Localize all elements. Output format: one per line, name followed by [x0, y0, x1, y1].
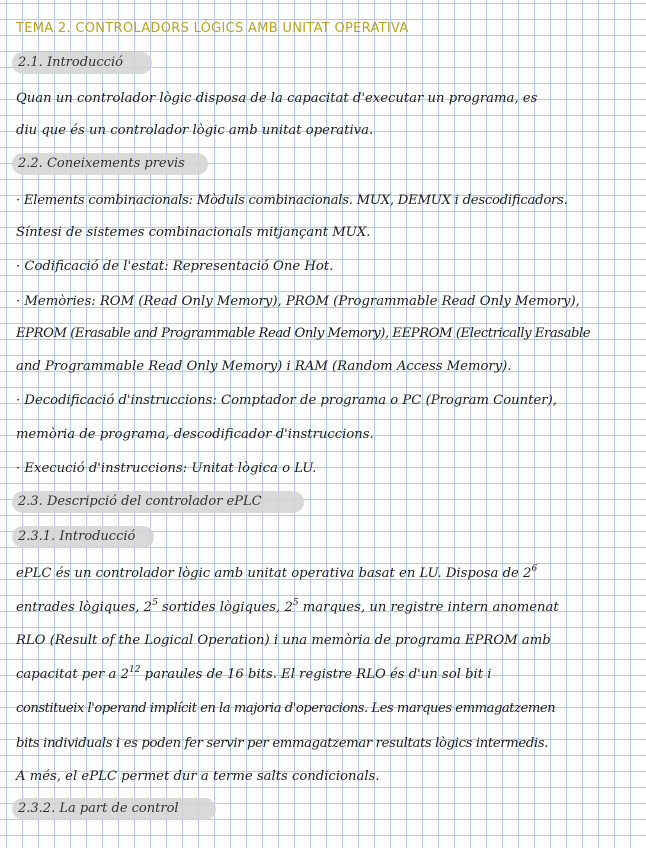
superscript: 6	[531, 564, 538, 574]
page-title: TEMA 2. CONTROLADORS LÒGICS AMB UNITAT OPERATIVA	[16, 21, 409, 36]
text-fragment: paraules de 16 bits. El registre RLO és d'un sol bit i	[140, 667, 492, 682]
superscript: 5	[292, 598, 299, 608]
text-fragment: entrades lògiques, 2	[16, 600, 153, 615]
text-line: Síntesi de sistemes combinacionals mitjançant MUX.	[16, 225, 371, 240]
text-line	[16, 667, 491, 683]
text-line: · Decodificació d'instruccions: Comptador de programa o PC (Program Counter),	[16, 393, 557, 408]
text-line: memòria de programa, descodificador d'instruccions.	[16, 427, 374, 442]
section-heading-2-2: 2.2. Coneixements previs	[18, 156, 185, 171]
text-line: constitueix l'operand implícit en la majoria d'operacions. Les marques emmagatzemen	[16, 701, 556, 716]
section-heading-2-3-1: 2.3.1. Introducció	[18, 529, 136, 544]
section-heading-2-1: 2.1. Introducció	[18, 55, 123, 70]
text-line: · Execució d'instruccions: Unitat lògica o LU.	[16, 461, 317, 476]
text-line	[16, 566, 537, 582]
section-heading-2-3: 2.3. Descripció del controlador ePLC	[18, 494, 262, 509]
text-line: · Elements combinacionals: Mòduls combinacionals. MUX, DEMUX i descodificadors.	[16, 193, 568, 208]
text-line: EPROM (Erasable and Programmable Read Only Memory), EEPROM (Electrically Erasable	[16, 326, 591, 341]
text-line: A més, el ePLC permet dur a terme salts condicionals.	[16, 769, 380, 784]
text-fragment: sortides lògiques, 2	[157, 600, 293, 615]
text-line: bits individuals i es poden fer servir per emmagatzemar resultats lògics intermedis.	[16, 736, 549, 751]
superscript: 12	[129, 665, 141, 675]
text-line	[16, 600, 559, 616]
text-line: RLO (Result of the Logical Operation) i una memòria de programa EPROM amb	[16, 633, 551, 648]
text-line: diu que és un controlador lògic amb unitat operativa.	[16, 123, 374, 138]
text-fragment: capacitat per a 2	[16, 667, 129, 682]
superscript: 5	[152, 598, 158, 608]
text-line: Quan un controlador lògic disposa de la capacitat d'executar un programa, es	[16, 91, 538, 106]
text-line: and Programmable Read Only Memory) i RAM (Random Access Memory).	[16, 359, 512, 374]
text-line: · Memòries: ROM (Read Only Memory), PROM (Programmable Read Only Memory),	[16, 294, 580, 309]
section-heading-2-3-2: 2.3.2. La part de control	[18, 801, 179, 816]
text-fragment: ePLC és un controlador lògic amb unitat operativa basat en LU. Disposa de 2	[16, 566, 532, 581]
text-line: · Codificació de l'estat: Representació One Hot.	[16, 259, 334, 274]
text-fragment: marques, un registre intern anomenat	[298, 600, 559, 615]
